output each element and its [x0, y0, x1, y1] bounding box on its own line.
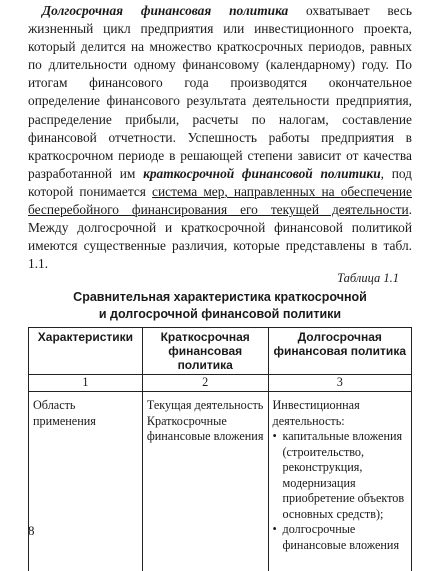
paragraph-text-2: , под которой понимается — [28, 166, 412, 199]
table-title-line-1: Сравнительная характеристика краткосрочной — [28, 289, 412, 306]
table-number-label: Таблица 1.1 — [337, 271, 399, 286]
header-characteristics: Характеристики — [29, 328, 143, 375]
page-number: 8 — [28, 523, 35, 539]
cell-short-term: Текущая деятельность Краткосрочные финансовые вложения — [142, 392, 268, 571]
col-number-1: 1 — [29, 375, 143, 392]
col-number-3: 3 — [268, 375, 412, 392]
table-title — [28, 289, 412, 323]
table-row — [29, 392, 412, 571]
table-title-line-2: и долгосрочной финансовой политики — [28, 306, 412, 323]
underlined-definition: система мер, направленных на обеспечение бесперебойного финансирования его текущей деятельности — [28, 184, 412, 217]
header-short-term: Краткосрочная финансовая политика — [142, 328, 268, 375]
long-term-intro: Инвестиционная деятельность: — [273, 398, 408, 429]
term-short-term-policy: краткосрочной финансовой политики — [143, 166, 381, 181]
table-header-row — [29, 328, 412, 375]
cell-long-term — [268, 392, 412, 571]
paragraph-text-3: . Между долгосрочной и краткосрочной финансовой политикой имеются существенные различия, которые представлены в табл. 1.1. — [28, 202, 412, 271]
paragraph-text-1: охватывает весь жизненный цикл предприятия или инвестиционного проекта, который делится на множество краткосрочных периодов, равных по длительности одному финансовому (календарному) году. По итогам финансового года производятся окончательное определение финансового результата деятельности предприятия, распределение прибыли, расчеты по налогам, составление финансовой отчетности. Успешность работы предприятия в краткосрочном периоде в решающей степени зависит от качества разработанной им — [28, 3, 412, 181]
list-item: • долгосрочные финансовые вложения — [283, 522, 408, 553]
cell-characteristic: Область применения — [29, 392, 143, 571]
col-number-2: 2 — [142, 375, 268, 392]
comparison-table — [28, 327, 412, 571]
header-long-term: Долгосрочная финансовая политика — [268, 328, 412, 375]
long-term-list — [273, 429, 408, 553]
list-item: • капитальные вложения (строительство, реконструкция, модернизация приобретение объектов основных средств); — [283, 429, 408, 522]
term-long-term-policy: Долгосрочная финансовая политика — [42, 3, 288, 18]
table-number-row — [29, 375, 412, 392]
body-paragraph — [28, 2, 412, 273]
